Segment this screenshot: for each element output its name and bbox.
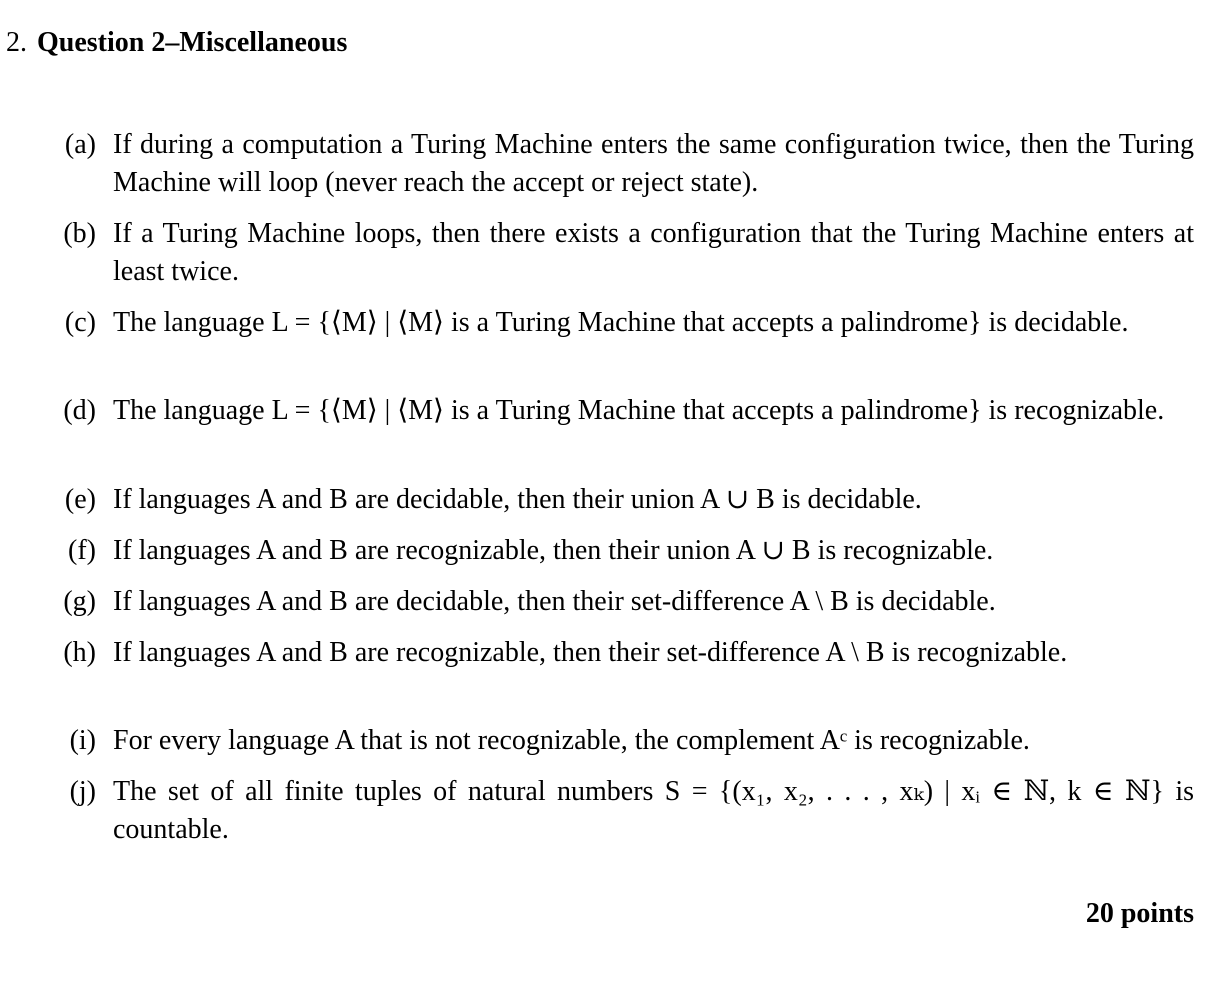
item-text: The set of all finite tuples of natural numbers S = {(x₁, x₂, . . . , xₖ) | xᵢ ∈ ℕ, k ∈ ℕ} is countable.	[113, 776, 1194, 845]
item-label: (a)	[64, 129, 96, 160]
question-number: 2.	[6, 27, 27, 58]
question-header	[6, 25, 347, 61]
item-label: (c)	[64, 307, 96, 338]
item-text: If languages A and B are recognizable, then their union A ∪ B is recognizable.	[113, 535, 994, 566]
item-label: (g)	[63, 586, 96, 617]
item-text: For every language A that is not recognizable, the complement Aᶜ is recognizable.	[113, 725, 1030, 756]
item-text: If during a computation a Turing Machine enters the same configuration twice, then the Turing Machine will loop (never reach the accept or reject state).	[113, 129, 1194, 198]
points-value: 20 points	[1085, 898, 1194, 929]
item-text: If languages A and B are recognizable, then their set-difference A \ B is recognizable.	[113, 637, 1068, 668]
question-title: Question 2–Miscellaneous	[37, 27, 348, 58]
item-label: (e)	[64, 484, 96, 515]
item-text: If languages A and B are decidable, then their set-difference A \ B is decidable.	[113, 586, 996, 617]
item-label: (b)	[63, 218, 96, 249]
item-label: (h)	[63, 637, 96, 668]
item-label: (d)	[63, 395, 96, 426]
item-label: (i)	[69, 725, 96, 756]
item-text: If languages A and B are decidable, then their union A ∪ B is decidable.	[113, 484, 922, 515]
item-text: The language L = {⟨M⟩ | ⟨M⟩ is a Turing Machine that accepts a palindrome} is recognizable.	[113, 395, 1165, 426]
item-label: (f)	[68, 535, 96, 566]
item-label: (j)	[69, 776, 96, 807]
item-text: If a Turing Machine loops, then there exists a configuration that the Turing Machine enters at least twice.	[113, 218, 1194, 287]
item-text: The language L = {⟨M⟩ | ⟨M⟩ is a Turing Machine that accepts a palindrome} is decidable.	[113, 307, 1129, 338]
